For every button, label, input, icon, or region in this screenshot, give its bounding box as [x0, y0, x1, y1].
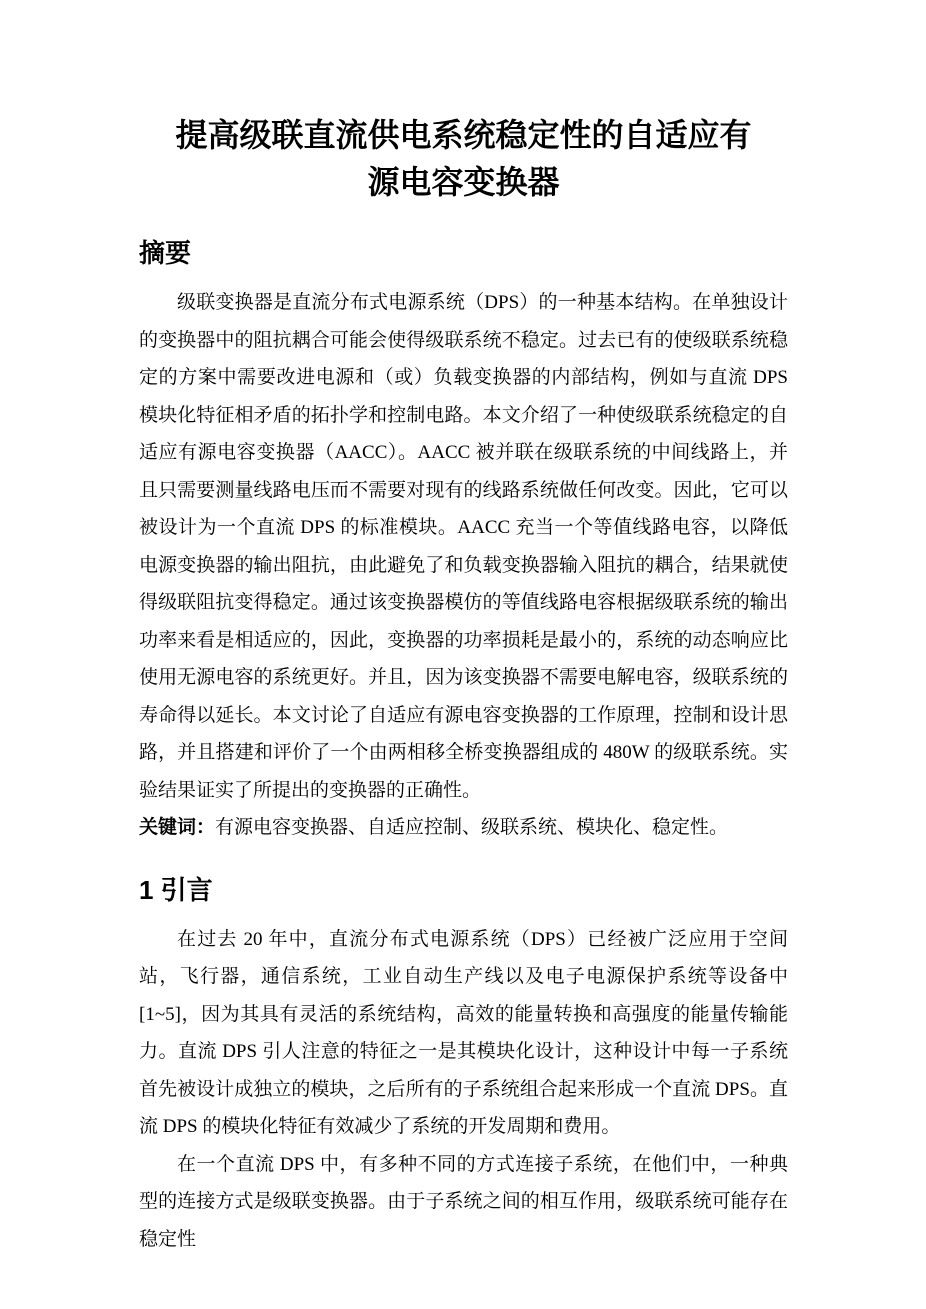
introduction-heading: 1 引言: [139, 874, 213, 905]
document-title-line-2: 源电容变换器: [367, 164, 560, 200]
keywords-label: 关键词：: [139, 817, 216, 838]
intro-paragraph-2: 在一个直流 DPS 中，有多种不同的方式连接子系统，在他们中，一种典型的连接方式是级联变换器。由于子系统之间的相互作用，级联系统可能存在稳定性: [139, 1153, 788, 1250]
document-title-line-1: 提高级联直流供电系统稳定性的自适应有: [175, 117, 752, 153]
intro-paragraph-1: 在过去 20 年中，直流分布式电源系统（DPS）已经被广泛应用于空间站，飞行器，通信系统，工业自动生产线以及电子电源保护系统等设备中[1~5]，因为其具有灵活的系统结构，高效的能量转换和高强度的能量传输能力。直流 DPS 引人注意的特征之一是其模块化设计，这种设计中每一子系统首先被设计成独立的模块，之后所有的子系统组合起来形成一个直流 DPS。直流 DPS 的模块化特征有效减少了系统的开发周期和费用。: [139, 928, 788, 1137]
abstract-paragraph: 级联变换器是直流分布式电源系统（DPS）的一种基本结构。在单独设计的变换器中的阻抗耦合可能会使得级联系统不稳定。过去已有的使级联系统稳定的方案中需要改进电源和（或）负载变换器的内部结构，例如与直流 DPS 模块化特征相矛盾的拓扑学和控制电路。本文介绍了一种使级联系统稳定的自适应有源电容变换器（AACC）。AACC 被并联在级联系统的中间线路上，并且只需要测量线路电压而不需要对现有的线路系统做任何改变。因此，它可以被设计为一个直流 DPS 的标准模块。AACC 充当一个等值线路电容，以降低电源变换器的输出阻抗，由此避免了和负载变换器输入阻抗的耦合，结果就使得级联阻抗变得稳定。通过该变换器模仿的等值线路电容根据级联系统的输出功率来看是相适应的，因此，变换器的功率损耗是最小的，系统的动态响应比使用无源电容的系统更好。并且，因为该变换器不需要电解电容，级联系统的寿命得以延长。本文讨论了自适应有源电容变换器的工作原理，控制和设计思路，并且搭建和评价了一个由两相移全桥变换器组成的 480W 的级联系统。实验结果证实了所提出的变换器的正确性。: [139, 292, 788, 801]
keywords-text: 有源电容变换器、自适应控制、级联系统、模块化、稳定性。: [215, 817, 729, 838]
document-title: [139, 112, 788, 206]
keywords-line: [139, 809, 788, 847]
abstract-heading: 摘要: [139, 238, 192, 268]
